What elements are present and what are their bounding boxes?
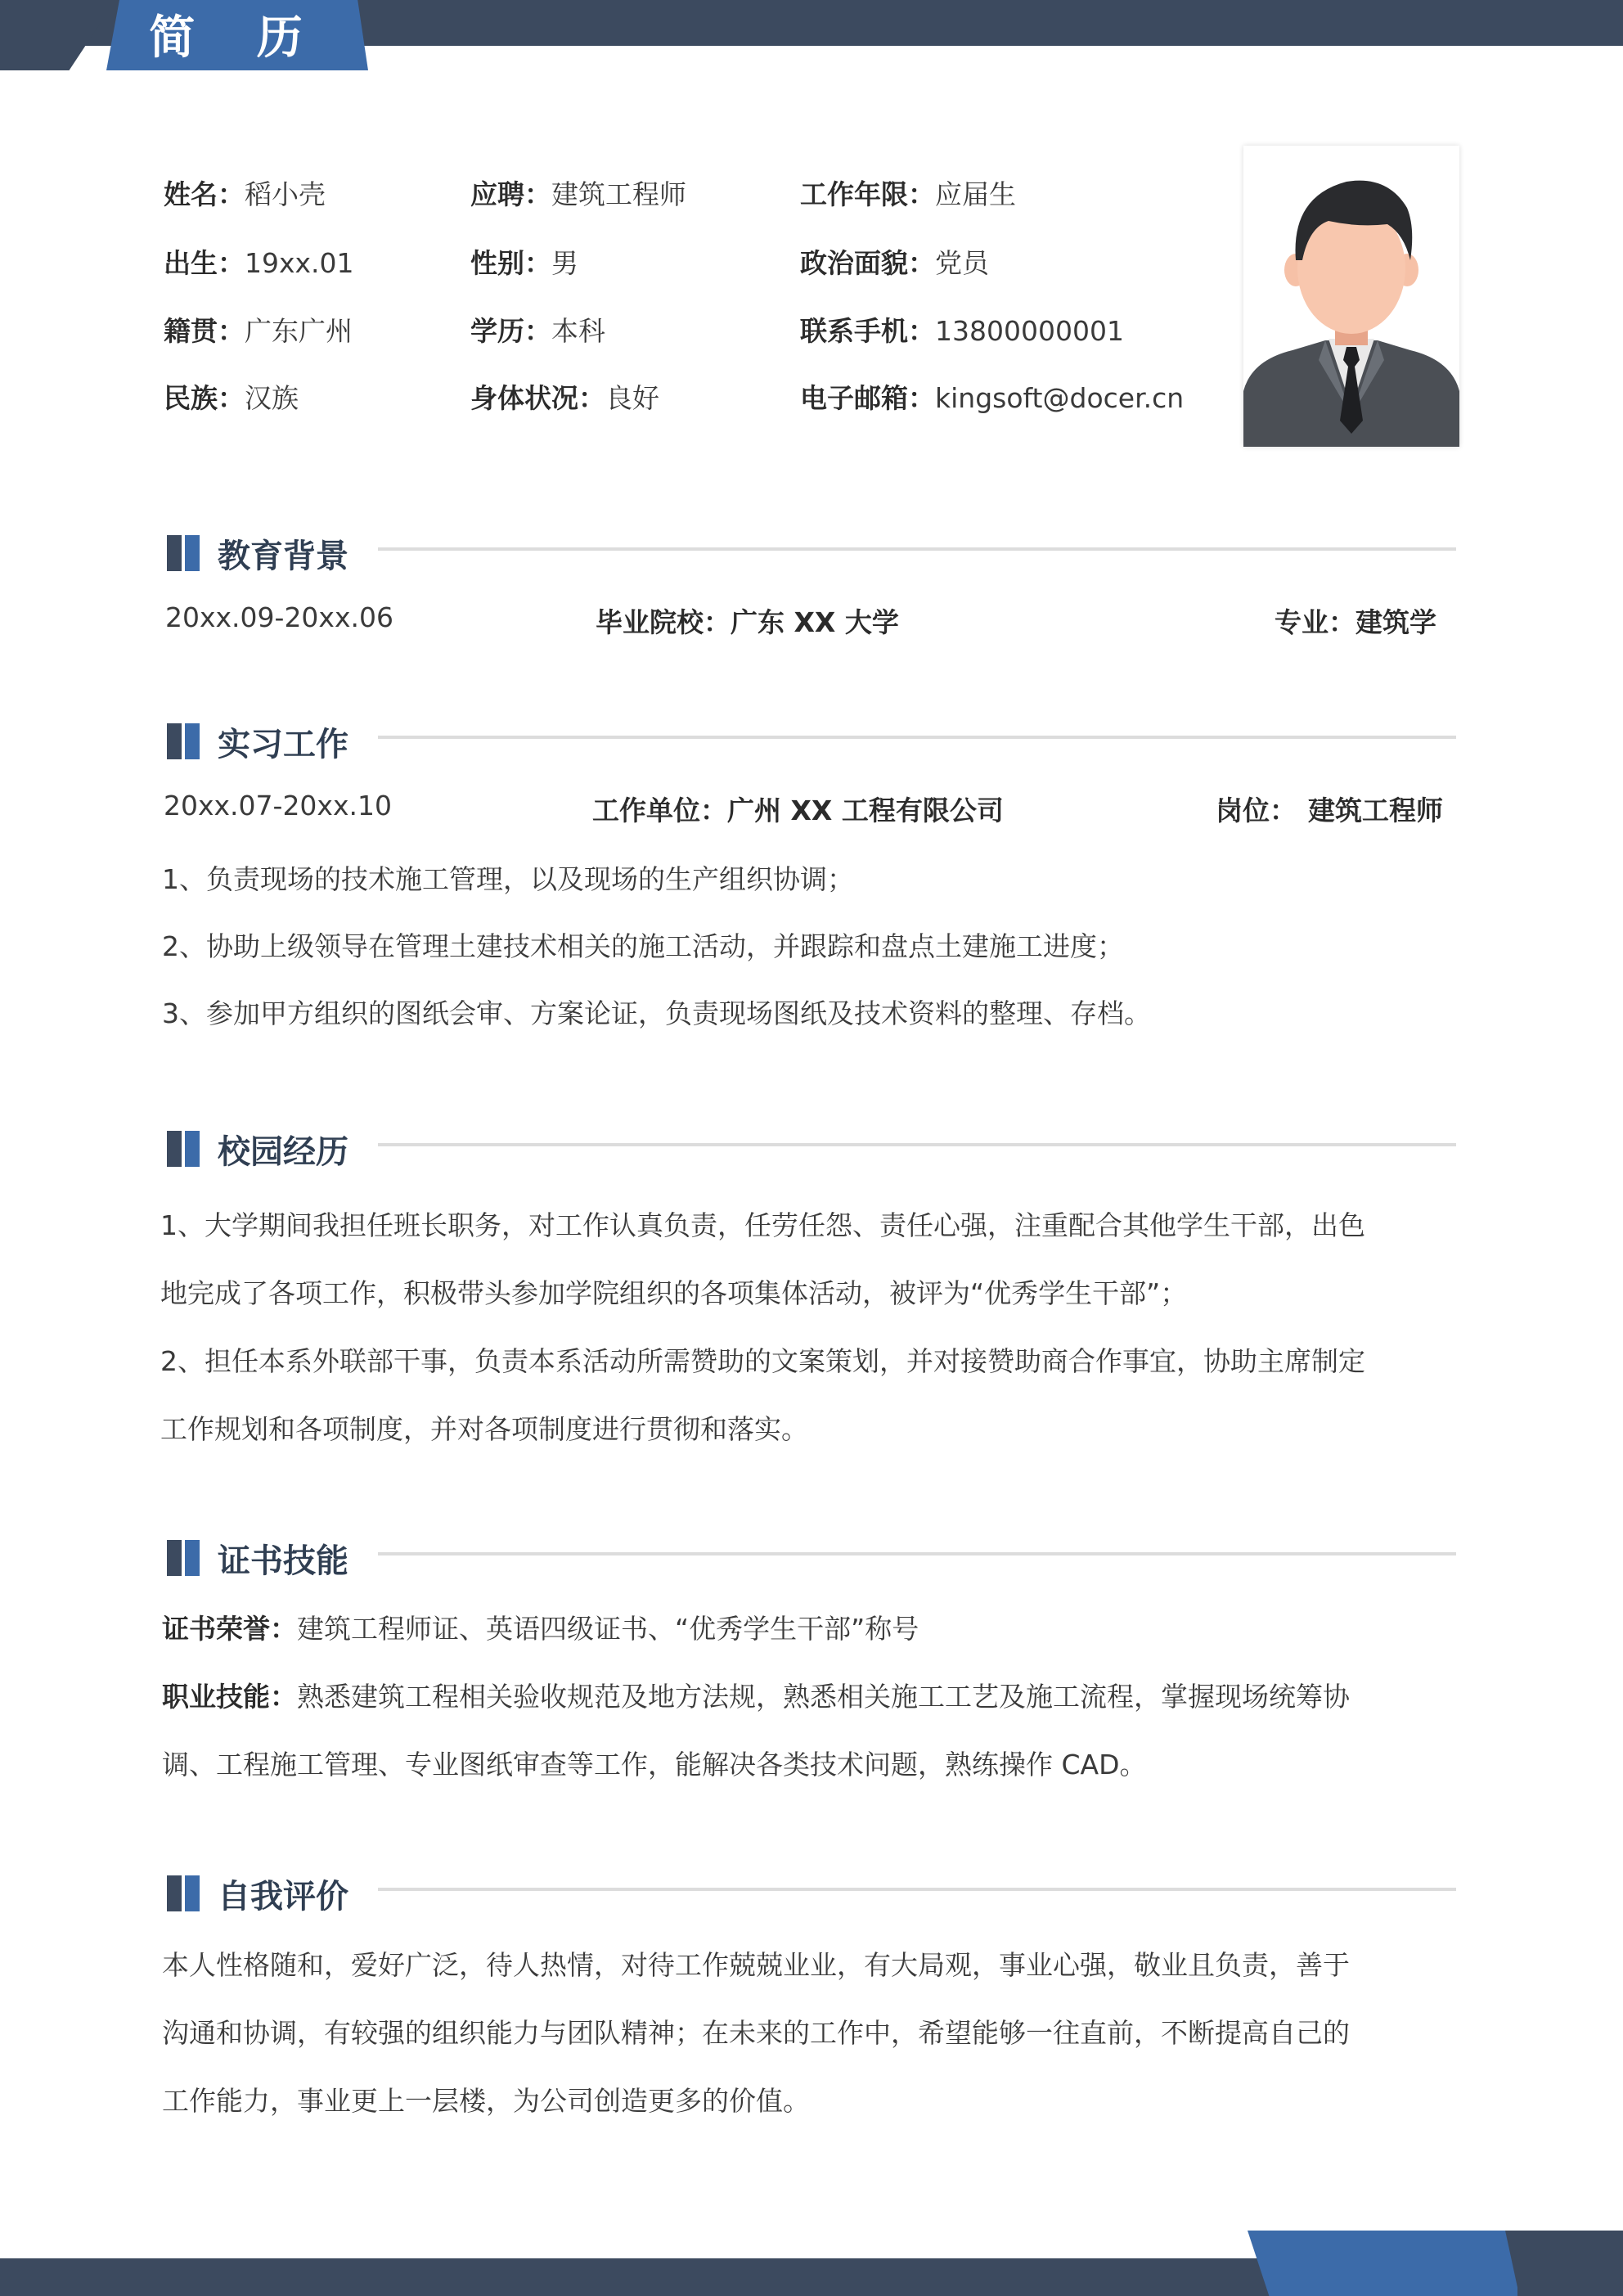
- info-health: 身体状况：良好: [470, 382, 659, 414]
- info-work-years: 工作年限：应届生: [800, 178, 1016, 210]
- info-email: 电子邮箱：kingsoft@docer.cn: [800, 382, 1185, 414]
- footer-right-accent: [1505, 2231, 1623, 2296]
- internship-company: 工作单位：广州 XX 工程有限公司: [592, 795, 1004, 826]
- campus-line-2: 地完成了各项工作，积极带头参加学院组织的各项集体活动，被评为“优秀学生干部”；: [160, 1277, 1188, 1309]
- info-degree: 学历：本科: [470, 315, 605, 347]
- info-position: 应聘：建筑工程师: [470, 178, 686, 210]
- skills-certificates: 证书荣誉：建筑工程师证、英语四级证书、“优秀学生干部”称号: [162, 1613, 919, 1645]
- info-phone: 联系手机：13800000001: [800, 315, 1124, 347]
- person-avatar-icon: [1243, 146, 1459, 447]
- self-eval-line-1: 本人性格随和，爱好广泛，待人热情，对待工作兢兢业业，有大局观，事业心强，敬业且负责，善于: [162, 1949, 1350, 1981]
- campus-line-3: 2、担任本系外联部干事，负责本系活动所需赞助的文案策划，并对接赞助商合作事宜，协助主席制定: [160, 1345, 1365, 1377]
- education-school: 毕业院校：广东 XX 大学: [596, 606, 899, 638]
- info-hometown: 籍贯：广东广州: [164, 315, 353, 347]
- internship-section-icon: [167, 723, 200, 759]
- internship-position: 岗位： 建筑工程师: [1216, 795, 1443, 826]
- education-major: 专业：建筑学: [1275, 606, 1436, 638]
- self-eval-line-3: 工作能力，事业更上一层楼，为公司创造更多的价值。: [162, 2085, 810, 2117]
- skills-section-title: 证书技能: [218, 1542, 348, 1580]
- footer-accent-tab: [1248, 2231, 1517, 2296]
- skills-professional: 职业技能：熟悉建筑工程相关验收规范及地方法规，熟悉相关施工工艺及施工流程，掌握现场统筹协: [162, 1681, 1350, 1713]
- education-section-icon: [167, 535, 200, 571]
- info-ethnicity: 民族：汉族: [164, 382, 299, 414]
- info-political: 政治面貌：党员: [800, 247, 989, 279]
- skills-divider: [378, 1552, 1456, 1555]
- info-birth: 出生：19xx.01: [164, 247, 354, 279]
- header-left-accent: [0, 0, 106, 70]
- campus-section-title: 校园经历: [218, 1133, 348, 1171]
- campus-line-1: 1、大学期间我担任班长职务，对工作认真负责，任劳任怨、责任心强，注重配合其他学生干部，出色: [160, 1209, 1365, 1241]
- education-period: 20xx.09-20xx.06: [165, 601, 393, 633]
- self-eval-line-2: 沟通和协调，有较强的组织能力与团队精神；在未来的工作中，希望能够一往直前，不断提高自己的: [162, 2017, 1350, 2049]
- info-name: 姓名：稻小壳: [164, 178, 326, 210]
- internship-period: 20xx.07-20xx.10: [164, 790, 392, 822]
- internship-divider: [378, 736, 1456, 739]
- self-eval-divider: [378, 1888, 1456, 1891]
- skills-professional-cont: 调、工程施工管理、专业图纸审查等工作，能解决各类技术问题，熟练操作 CAD。: [162, 1749, 1147, 1781]
- avatar-photo: [1243, 146, 1459, 447]
- campus-divider: [378, 1143, 1456, 1146]
- skills-section-icon: [167, 1540, 200, 1576]
- self-eval-section-icon: [167, 1875, 200, 1911]
- internship-duty-3: 3、参加甲方组织的图纸会审、方案论证，负责现场图纸及技术资料的整理、存档。: [162, 997, 1151, 1029]
- internship-duty-1: 1、负责现场的技术施工管理，以及现场的生产组织协调；: [162, 863, 854, 895]
- page-title: 简 历: [149, 11, 326, 65]
- self-eval-section-title: 自我评价: [218, 1878, 348, 1916]
- internship-duty-2: 2、协助上级领导在管理土建技术相关的施工活动，并跟踪和盘点土建施工进度；: [162, 930, 1124, 962]
- internship-section-title: 实习工作: [218, 726, 348, 763]
- campus-section-icon: [167, 1131, 200, 1167]
- education-section-title: 教育背景: [218, 538, 348, 575]
- education-divider: [378, 547, 1456, 551]
- info-gender: 性别：男: [470, 247, 578, 279]
- campus-line-4: 工作规划和各项制度，并对各项制度进行贯彻和落实。: [160, 1413, 808, 1445]
